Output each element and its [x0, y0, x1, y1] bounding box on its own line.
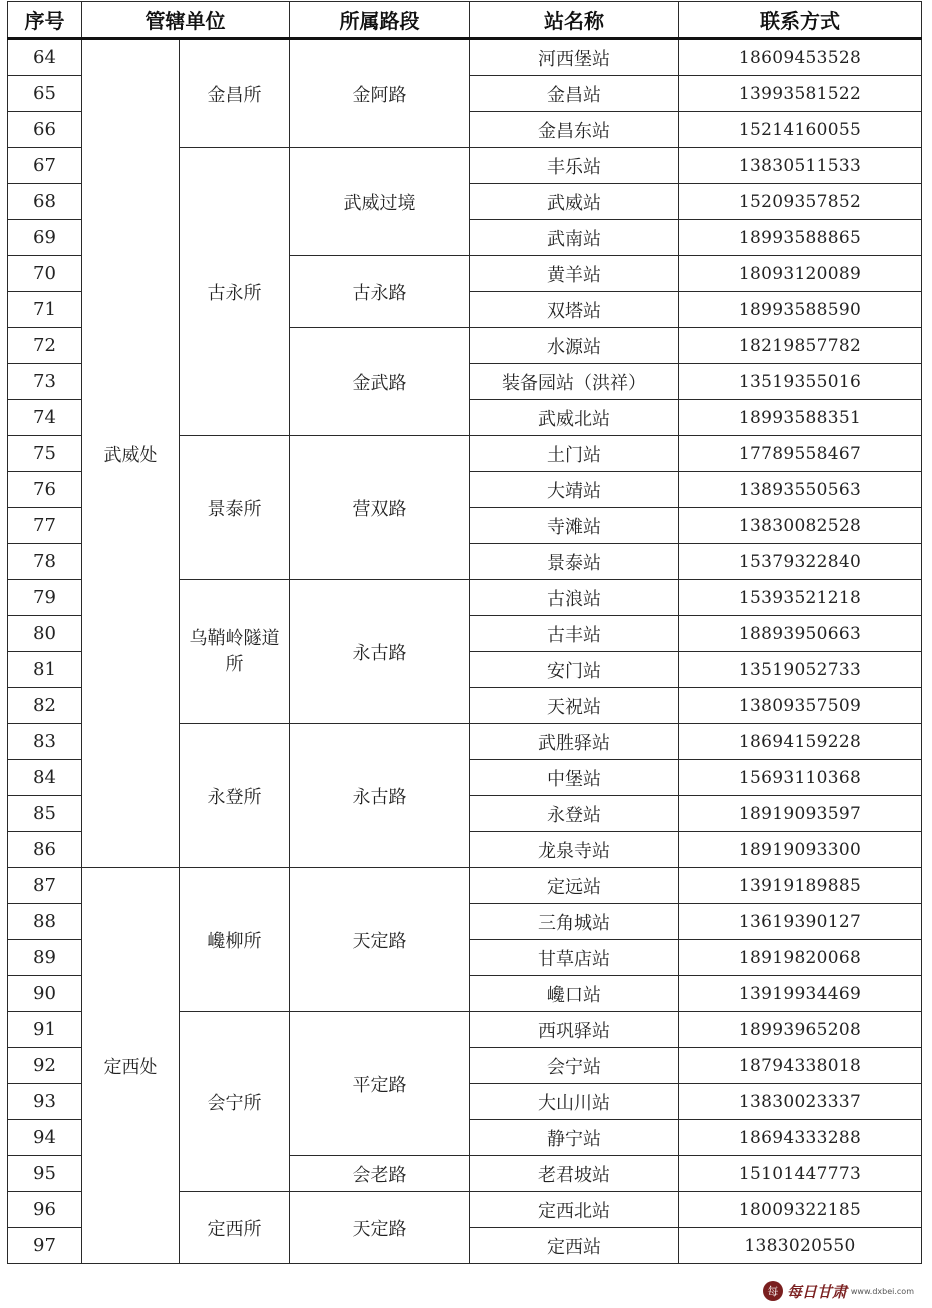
seq-cell: 85 — [8, 796, 82, 832]
table-row — [8, 868, 922, 904]
road-cell-wuweiguojing: 武威过境 — [290, 148, 470, 256]
phone-cell: 13919189885 — [679, 868, 922, 904]
station-cell: 老君坡站 — [470, 1156, 679, 1192]
seq-cell: 92 — [8, 1048, 82, 1084]
phone-cell: 15209357852 — [679, 184, 922, 220]
station-cell: 静宁站 — [470, 1120, 679, 1156]
phone-cell: 13809357509 — [679, 688, 922, 724]
seq-cell: 90 — [8, 976, 82, 1012]
road-cell-tiandinglu-2: 天定路 — [290, 1192, 470, 1264]
watermark-text: 每日甘肃 — [786, 1282, 847, 1301]
seq-cell: 71 — [8, 292, 82, 328]
station-cell: 会宁站 — [470, 1048, 679, 1084]
phone-cell: 18919093597 — [679, 796, 922, 832]
station-cell: 大山川站 — [470, 1084, 679, 1120]
seq-cell: 86 — [8, 832, 82, 868]
station-cell: 定远站 — [470, 868, 679, 904]
phone-cell: 18009322185 — [679, 1192, 922, 1228]
phone-cell: 18993588351 — [679, 400, 922, 436]
header-seq: 序号 — [8, 2, 82, 39]
seq-cell: 97 — [8, 1228, 82, 1264]
station-cell: 武威站 — [470, 184, 679, 220]
road-cell-yonggulu-2: 永古路 — [290, 724, 470, 868]
station-cell: 装备园站（洪祥） — [470, 364, 679, 400]
station-cell: 定西站 — [470, 1228, 679, 1264]
phone-cell: 13830511533 — [679, 148, 922, 184]
road-cell-yonggulu-1: 永古路 — [290, 580, 470, 724]
station-cell: 河西堡站 — [470, 39, 679, 76]
road-cell-yingshuanglu: 营双路 — [290, 436, 470, 580]
phone-cell: 18794338018 — [679, 1048, 922, 1084]
phone-cell: 13519052733 — [679, 652, 922, 688]
road-cell-tiandinglu-1: 天定路 — [290, 868, 470, 1012]
phone-cell: 15101447773 — [679, 1156, 922, 1192]
subunit-cell-weiliu: 巉柳所 — [180, 868, 290, 1012]
seq-cell: 95 — [8, 1156, 82, 1192]
station-cell: 金昌东站 — [470, 112, 679, 148]
unit-cell-wuwei: 武威处 — [82, 39, 180, 868]
seq-cell: 82 — [8, 688, 82, 724]
seq-cell: 76 — [8, 472, 82, 508]
phone-cell: 18694333288 — [679, 1120, 922, 1156]
seq-cell: 74 — [8, 400, 82, 436]
road-cell-pingdinglu: 平定路 — [290, 1012, 470, 1156]
seq-cell: 81 — [8, 652, 82, 688]
watermark-url: www.dxbei.com — [850, 1286, 914, 1296]
header-unit: 管辖单位 — [82, 2, 290, 39]
station-cell: 永登站 — [470, 796, 679, 832]
seq-cell: 73 — [8, 364, 82, 400]
phone-cell: 18694159228 — [679, 724, 922, 760]
phone-cell: 15214160055 — [679, 112, 922, 148]
subunit-cell-huining: 会宁所 — [180, 1012, 290, 1192]
station-cell: 定西北站 — [470, 1192, 679, 1228]
seq-cell: 70 — [8, 256, 82, 292]
seq-cell: 88 — [8, 904, 82, 940]
table-row — [8, 39, 922, 76]
station-cell: 安门站 — [470, 652, 679, 688]
seq-cell: 72 — [8, 328, 82, 364]
station-cell: 土门站 — [470, 436, 679, 472]
seq-cell: 87 — [8, 868, 82, 904]
watermark-logo-icon: 每 — [763, 1281, 783, 1301]
station-cell: 三角城站 — [470, 904, 679, 940]
phone-cell: 13993581522 — [679, 76, 922, 112]
road-cell-guyonglu: 古永路 — [290, 256, 470, 328]
phone-cell: 17789558467 — [679, 436, 922, 472]
road-cell-jinwulu: 金武路 — [290, 328, 470, 436]
seq-cell: 68 — [8, 184, 82, 220]
header-station: 站名称 — [470, 2, 679, 39]
station-cell: 甘草店站 — [470, 940, 679, 976]
seq-cell: 89 — [8, 940, 82, 976]
seq-cell: 96 — [8, 1192, 82, 1228]
seq-cell: 69 — [8, 220, 82, 256]
phone-cell: 13830023337 — [679, 1084, 922, 1120]
phone-cell: 18219857782 — [679, 328, 922, 364]
station-cell: 武威北站 — [470, 400, 679, 436]
seq-cell: 93 — [8, 1084, 82, 1120]
station-cell: 古丰站 — [470, 616, 679, 652]
seq-cell: 64 — [8, 39, 82, 76]
watermark — [759, 1280, 918, 1302]
station-cell: 双塔站 — [470, 292, 679, 328]
phone-cell: 18919820068 — [679, 940, 922, 976]
phone-cell: 13919934469 — [679, 976, 922, 1012]
station-cell: 丰乐站 — [470, 148, 679, 184]
phone-cell: 15379322840 — [679, 544, 922, 580]
subunit-cell-jinchang: 金昌所 — [180, 39, 290, 148]
station-cell: 龙泉寺站 — [470, 832, 679, 868]
seq-cell: 80 — [8, 616, 82, 652]
seq-cell: 77 — [8, 508, 82, 544]
station-cell: 西巩驿站 — [470, 1012, 679, 1048]
seq-cell: 84 — [8, 760, 82, 796]
unit-cell-dingxi: 定西处 — [82, 868, 180, 1264]
seq-cell: 65 — [8, 76, 82, 112]
phone-cell: 15693110368 — [679, 760, 922, 796]
seq-cell: 94 — [8, 1120, 82, 1156]
station-cell: 黄羊站 — [470, 256, 679, 292]
subunit-cell-jingtai: 景泰所 — [180, 436, 290, 580]
phone-cell: 13519355016 — [679, 364, 922, 400]
phone-cell: 18093120089 — [679, 256, 922, 292]
station-cell: 景泰站 — [470, 544, 679, 580]
subunit-cell-guyong: 古永所 — [180, 148, 290, 436]
station-cell: 武南站 — [470, 220, 679, 256]
phone-cell: 18993965208 — [679, 1012, 922, 1048]
seq-cell: 91 — [8, 1012, 82, 1048]
seq-cell: 66 — [8, 112, 82, 148]
station-cell: 金昌站 — [470, 76, 679, 112]
phone-cell: 18893950663 — [679, 616, 922, 652]
seq-cell: 78 — [8, 544, 82, 580]
station-cell: 中堡站 — [470, 760, 679, 796]
subunit-cell-dingxisuo: 定西所 — [180, 1192, 290, 1264]
phone-cell: 15393521218 — [679, 580, 922, 616]
header-contact: 联系方式 — [679, 2, 922, 39]
station-cell: 寺滩站 — [470, 508, 679, 544]
seq-cell: 75 — [8, 436, 82, 472]
station-cell: 大靖站 — [470, 472, 679, 508]
subunit-cell-yongdeng: 永登所 — [180, 724, 290, 868]
header-road: 所属路段 — [290, 2, 470, 39]
phone-cell: 18993588590 — [679, 292, 922, 328]
phone-cell: 1383020550 — [679, 1228, 922, 1264]
seq-cell: 67 — [8, 148, 82, 184]
station-cell: 巉口站 — [470, 976, 679, 1012]
phone-cell: 13893550563 — [679, 472, 922, 508]
phone-cell: 18609453528 — [679, 39, 922, 76]
station-contact-table — [7, 1, 922, 1264]
station-cell: 天祝站 — [470, 688, 679, 724]
table-header-row — [8, 2, 922, 39]
station-cell: 武胜驿站 — [470, 724, 679, 760]
phone-cell: 18919093300 — [679, 832, 922, 868]
road-cell-jinalu: 金阿路 — [290, 39, 470, 148]
road-cell-huilaolu: 会老路 — [290, 1156, 470, 1192]
phone-cell: 13830082528 — [679, 508, 922, 544]
seq-cell: 83 — [8, 724, 82, 760]
seq-cell: 79 — [8, 580, 82, 616]
phone-cell: 13619390127 — [679, 904, 922, 940]
subunit-cell-wushaoling: 乌鞘岭隧道所 — [180, 580, 290, 724]
phone-cell: 18993588865 — [679, 220, 922, 256]
station-cell: 古浪站 — [470, 580, 679, 616]
station-cell: 水源站 — [470, 328, 679, 364]
